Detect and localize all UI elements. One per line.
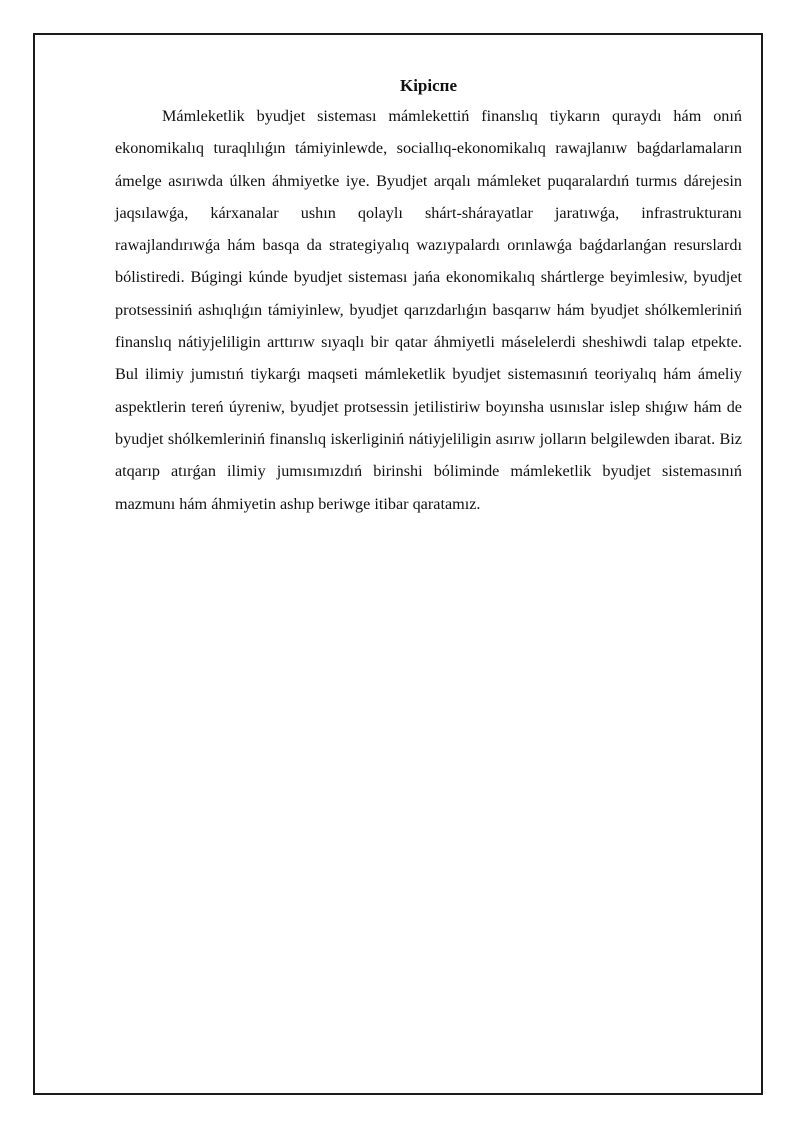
document-title: Kipicпe <box>399 76 457 95</box>
introduction-paragraph: Mámleketlik byudjet sisteması mámlekettiń finanslıq tiykarın quraydı hám onıń ekonomikalıq turaqlılıǵın támiyinlewde, sociallıq-ekonomikalıq rawajlanıw baǵdarlamaların ámelge asırıwda úlken áhmiyetke iye. Byudjet arqalı mámleket puqaralardıń turmıs dárejesin jaqsılawǵa, kárxanalar ushın qolaylı shárt-shárayatlar jaratıwǵa, infrastrukturanı rawajlandırıwǵa hám basqa da strategiyalıq wazıypalardı orınlawǵa baǵdarlanǵan resurslardı bólistiredi. Búgingi kúnde byudjet sisteması jańa ekonomikalıq shártlerge beyimlesiw, byudjet protsessiniń ashıqlıǵın támiyinlew, byudjet qarızdarlıǵın basqarıw hám byudjet shólkemleriniń finanslıq nátiyjeliligin arttırıw sıyaqlı bir qatar áhmiyetli máselelerdi sheshiwdi talap etpekte. Bul ilimiy jumıstıń tiykarǵı maqseti mámleketlik byudjet sistemasınıń teoriyalıq hám ámeliy aspektlerin tereń úyreniw, byudjet protsessin jetilistiriw boyınsha usınıslar islep shıǵıw hám de byudjet shólkemleriniń finanslıq iskerliginiń nátiyjeliligin asırıw jolların belgilewden ibarat. Biz atqarıp atırǵan ilimiy jumısımızdıń birinshi bóliminde mámleketlik byudjet sistemasınıń mazmunı hám áhmiyetin ashıp beriwge itibar qaratamız. <box>115 107 742 513</box>
document-body <box>115 74 742 520</box>
